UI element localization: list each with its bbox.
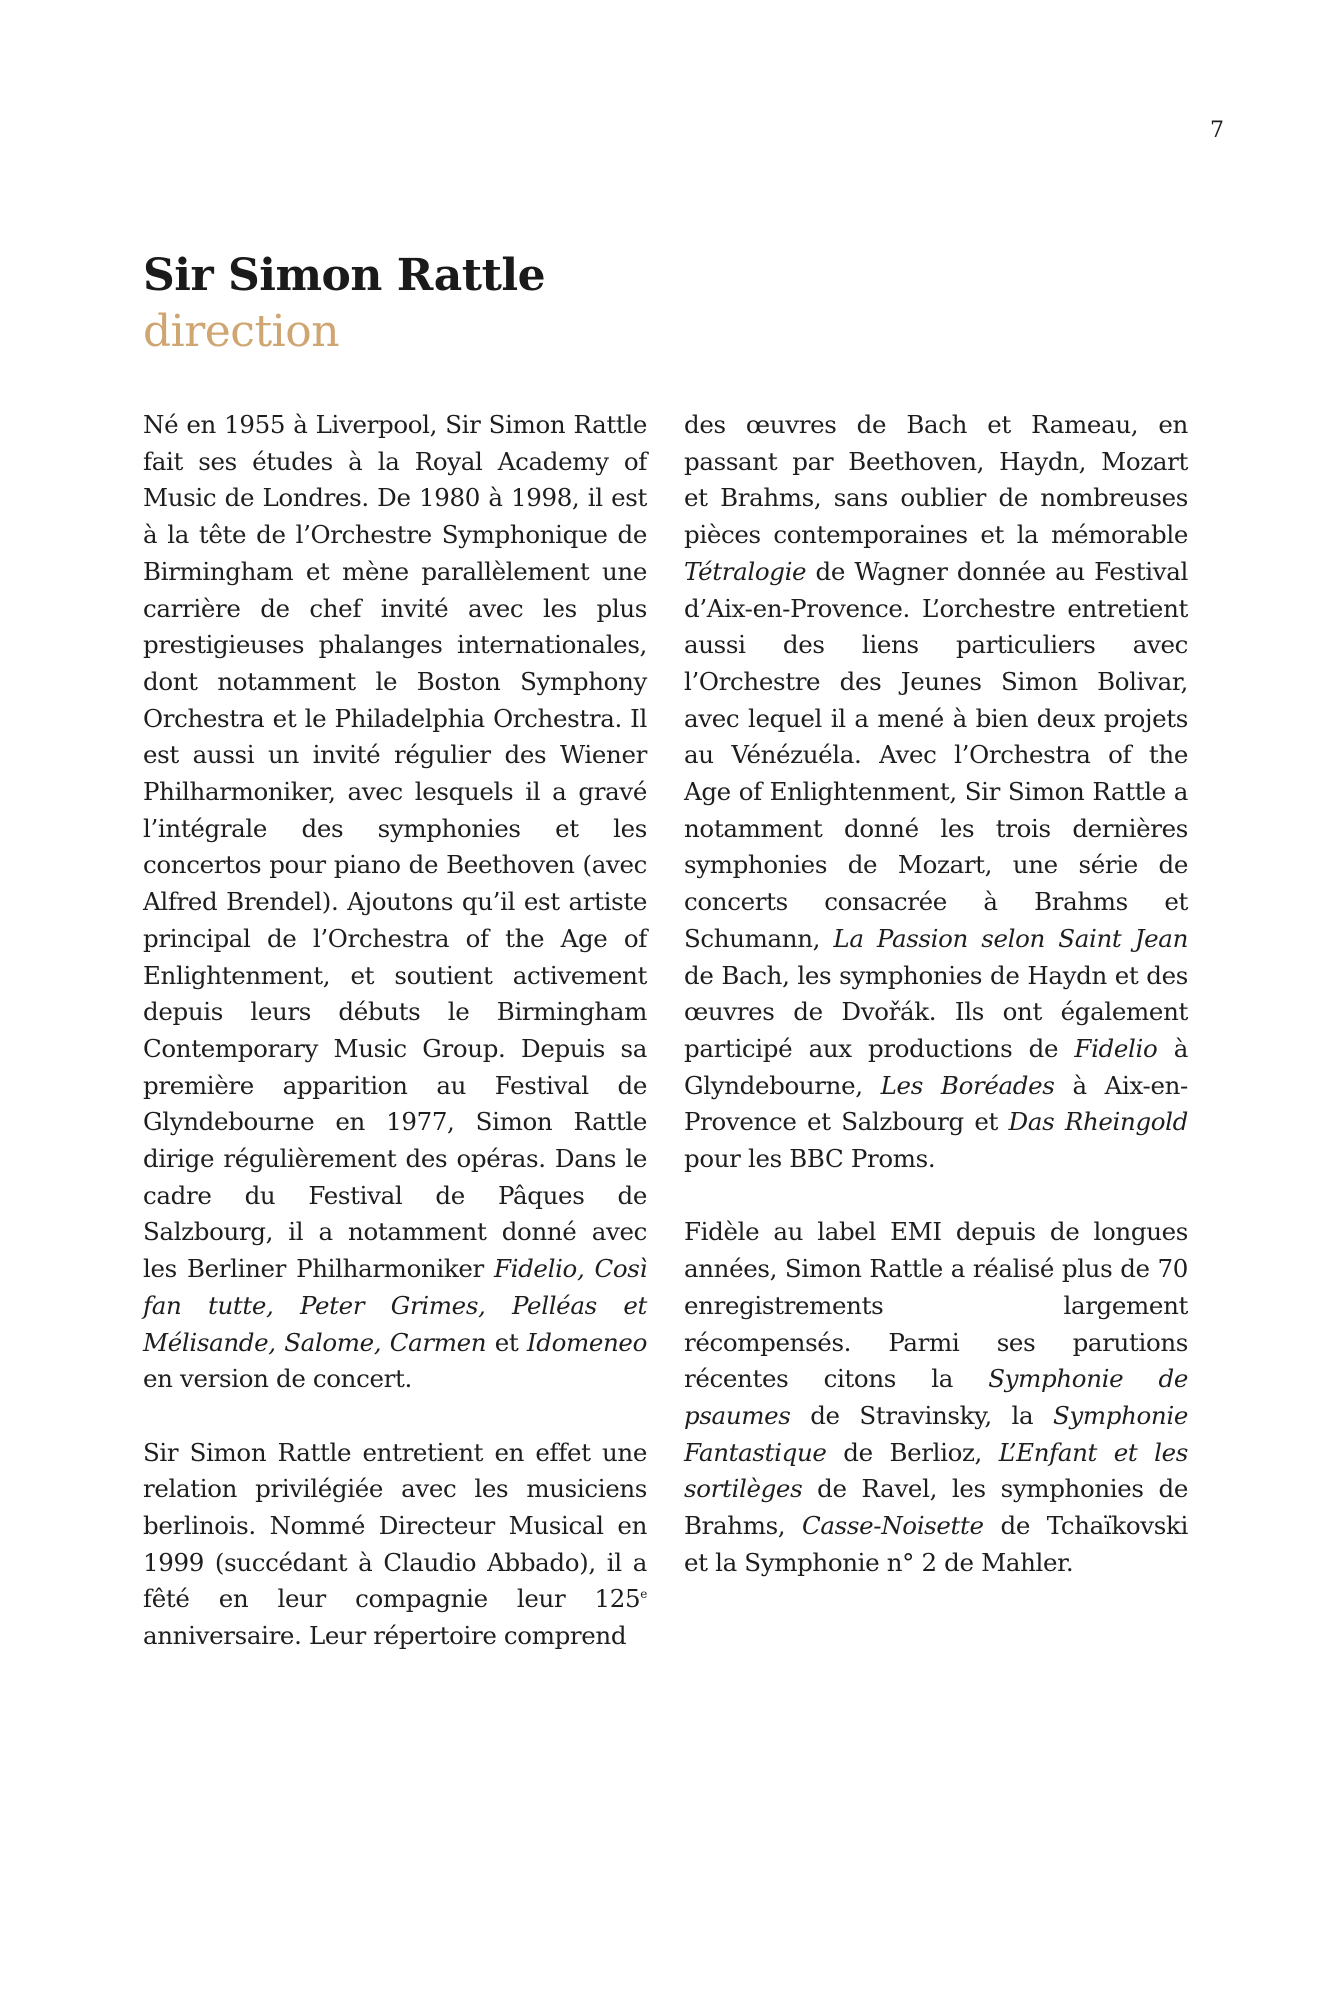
text-run: à Glyndebourne, [684, 1033, 1188, 1100]
text-run: de Wagner donnée au Festival d’Aix-en-Provence. L’orchestre entretient aussi des liens particuliers avec l’Orchestre des Jeunes Simon Bolivar, avec lequel il a mené à bien deux projets au Vénézuéla. Avec l’Orchestra of the Age of Enlightenment, Sir Simon Rattle a notamment donné les trois dernières symphonies de Mozart, une série de concerts consacrée à Brahms et Schumann, [684, 556, 1188, 953]
work-title: Symphonie de psaumes [684, 1364, 1188, 1430]
text-run: pour les BBC Proms. [684, 1144, 936, 1174]
superscript: e [640, 1587, 647, 1602]
text-run: et [486, 1327, 527, 1357]
text-run: Sir Simon Rattle entretient en effet une relation privilégiée avec les musiciens berlinois. Nommé Directeur Musical en 1999 (succédant à Claudio Abbado), il a fêté en leur compagnie leur 125 [143, 1437, 647, 1614]
artist-name: Sir Simon Rattle [143, 250, 546, 301]
work-title: Idomeneo [526, 1327, 647, 1357]
work-title: Les Boréades [880, 1070, 1055, 1100]
work-title: La Passion selon Saint Jean [833, 923, 1188, 953]
paragraph [684, 1214, 1188, 1581]
page-number: 7 [1210, 118, 1224, 143]
work-title: Das Rheingold [1008, 1107, 1189, 1137]
article-heading [143, 248, 1043, 360]
paragraph [143, 1435, 647, 1655]
text-run: de Berlioz, [826, 1437, 999, 1467]
text-run: de Stravinsky, la [790, 1400, 1053, 1430]
text-run: des œuvres de Bach et Rameau, en passant par Beethoven, Haydn, Mozart et Brahms, sans oublier de nombreuses pièces contemporaines et la mémorable [684, 410, 1188, 550]
paragraph [143, 407, 647, 1398]
text-run: anniversaire. Leur répertoire comprend [143, 1621, 627, 1651]
text-run: à Aix-en-Provence et Salzbourg et [684, 1070, 1188, 1137]
text-run: Né en 1955 à Liverpool, Sir Simon Rattle fait ses études à la Royal Academy of Music de Londres. De 1980 à 1998, il est à la tête de l’Orchestre Symphonique de Birmingham et mène parallèlement une carrière de chef invité avec les plus prestigieuses phalanges internationales, dont notamment le Boston Symphony Orchestra et le Philadelphia Orchestra. Il est aussi un invité régulier des Wiener Philharmoniker, avec lesquels il a gravé l’intégrale des symphonies et les concertos pour piano de Beethoven (avec Alfred Brendel). Ajoutons qu’il est artiste principal de l’Orchestra of the Age of Enlightenment, et soutient activement depuis leurs débuts le Birmingham Contemporary Music Group. Depuis sa première apparition au Festival de Glyndebourne en 1977, Simon Rattle dirige régulièrement des opéras. Dans le cadre du Festival de Pâques de Salzbourg, il a notamment donné avec les Berliner Philharmoniker [143, 410, 647, 1284]
work-title: Tétralogie [684, 556, 807, 586]
left-column [143, 407, 647, 1692]
work-title: Fidelio [1074, 1033, 1158, 1063]
work-title: Fidelio, Così fan tutte, Peter Grimes, Pelléas et Mélisande, Salome, Carmen [143, 1254, 647, 1357]
text-run: Fidèle au label EMI depuis de longues années, Simon Rattle a réalisé plus de 70 enregistrements largement récompensés. Parmi ses parutions récentes citons la [684, 1217, 1188, 1394]
text-run: de Ravel, les symphonies de Brahms, [684, 1474, 1188, 1541]
work-title: Casse-Noisette [802, 1511, 984, 1541]
work-title: Symphonie Fantastique [684, 1400, 1188, 1467]
text-run: de Tchaïkovski et la Symphonie n° 2 de Mahler. [684, 1511, 1188, 1577]
work-title: L’Enfant et les sortilèges [684, 1437, 1188, 1504]
artist-role: direction [143, 306, 340, 357]
right-column [684, 407, 1188, 1618]
text-run: en version de concert. [143, 1364, 412, 1394]
paragraph [684, 407, 1188, 1178]
text-run: de Bach, les symphonies de Haydn et des œuvres de Dvořák. Ils ont également participé aux productions de [684, 960, 1188, 1063]
